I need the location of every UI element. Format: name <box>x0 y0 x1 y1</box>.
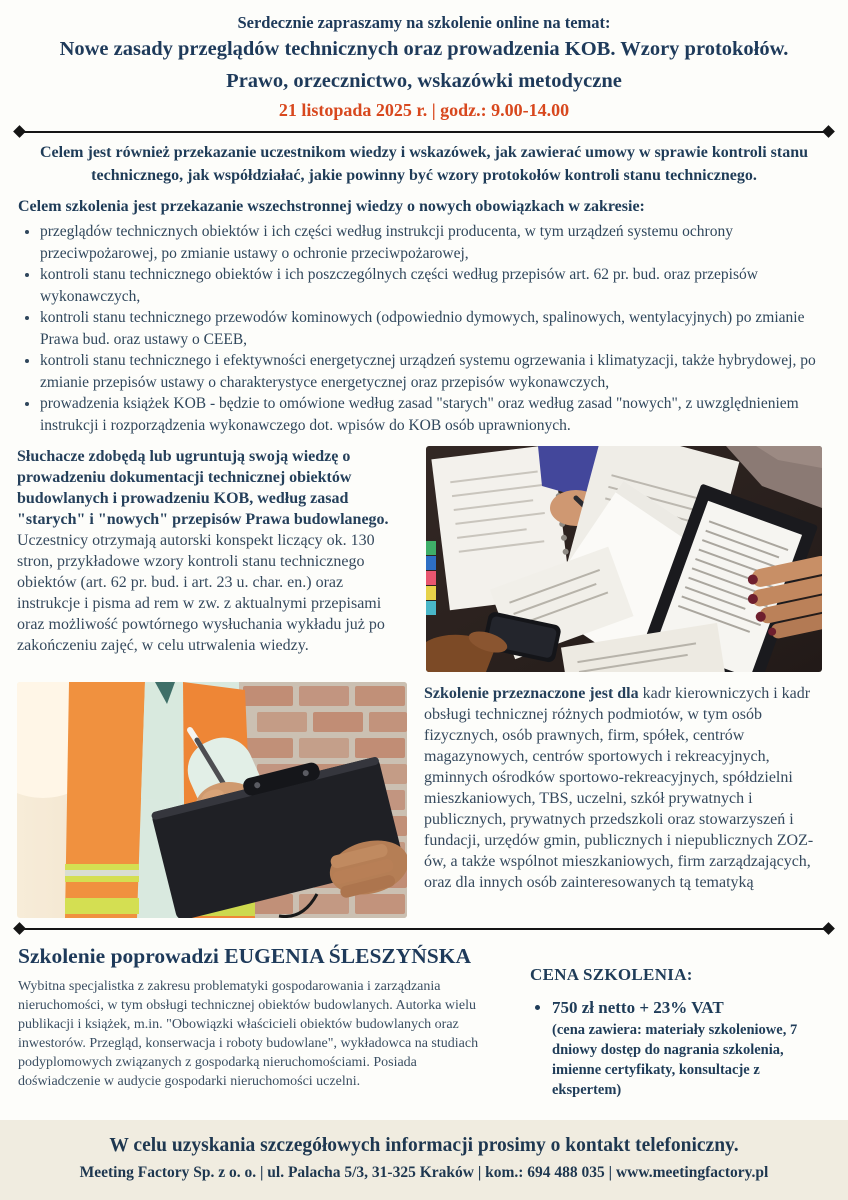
photo-construction-inspector <box>17 682 407 918</box>
scope-bullet: • prowadzenia książek KOB - będzie to omówione według zasad "starych" oraz według zasad "nowych", z uwzględnieniem instrukcji i rozporządzenia wykonawczego dot. wpisów do KOB osób uprawnionych. <box>40 393 828 436</box>
scope-heading: Celem szkolenia jest przekazanie wszechstronnej wiedzy o nowych obowiązkach w zakresie: <box>18 198 645 215</box>
invitation-line: Serdecznie zapraszamy na szkolenie online na temat: <box>237 13 611 32</box>
scope-bullet: • kontroli stanu technicznego obiektów i ich poszczególnych części według przepisów art. 62 pr. bud. oraz przepisów wykonawczych, <box>40 264 828 307</box>
scope-bullet: • kontroli stanu technicznego i efektywności energetycznej urządzeń systemu ogrzewania i klimatyzacji, także hybrydowej, po zmianie przepisów ustawy o charakterystyce energetycznej oraz przepisów wykonawczych, <box>40 350 828 393</box>
divider-bottom <box>16 928 832 930</box>
pricing-block <box>530 938 820 1100</box>
scope-bullet: • kontroli stanu technicznego przewodów kominowych (odpowiednio dymowych, spalinowych, wentylacyjnych) po zmianie Prawa bud. oraz ustawy o CEEB, <box>40 307 828 350</box>
goal-banner: Celem jest również przekazanie uczestnikom wiedzy i wskazówek, jak zawierać umowy w sprawie kontroli stanu technicznego, jak współdziałać, jakie powinny być wzory protokołów kontroli stanu technicznego. <box>39 144 809 184</box>
price-heading: CENA SZKOLENIA: <box>530 965 693 984</box>
footer-contact-message: W celu uzyskania szczegółowych informacji prosimy o kontakt telefoniczny. <box>109 1135 739 1156</box>
benefits-rest: Uczestnicy otrzymają autorski konspekt liczący ok. 130 stron, przykładowe wzory kontroli stanu technicznego obiektów (art. 62 pr. bud. i art. 23 u. char. en.) oraz instrukcje i pisma ad rem w zw. z aktualnymi przepisami oraz możliwość powtórnego wysłuchania wykładu już po zakończeniu zajęć, w celu utrwalenia wiedzy. <box>17 532 385 654</box>
header <box>0 0 848 121</box>
trainer-heading: Szkolenie poprowadzi EUGENIA ŚLESZYŃSKA <box>18 944 472 968</box>
bottom-section <box>18 938 830 1100</box>
price-details: (cena zawiera: materiały szkoleniowe, 7 dniowy dostęp do nagrania szkolenia, imienne certyfikaty, konsultacje z ekspertem) <box>552 1022 798 1098</box>
training-date-time: 21 listopada 2025 r. | godz.: 9.00-14.00 <box>278 100 570 120</box>
scope-bullet: • przeglądów technicznych obiektów i ich części według instrukcji producenta, w tym urządzeń systemu ochrony przeciwpożarowej, po zmianie ustawy o ochronie przeciwpożarowej, <box>40 221 828 264</box>
audience-bold-lead: Szkolenie przeznaczone jest dla <box>424 685 639 702</box>
photo-desk-documents <box>426 446 822 672</box>
footer-contact-bar <box>0 1120 848 1200</box>
training-title-line-2: Prawo, orzecznictwo, wskazówki metodyczne <box>226 70 622 92</box>
price-item <box>552 997 820 1100</box>
scope-bullet-list <box>18 221 828 436</box>
benefits-bold-lead: Słuchacze zdobędą lub ugruntują swoją wiedzę o prowadzeniu dokumentacji technicznej obiektów budowlanych i prowadzeniu KOB, według zasad "starych" i "nowych" przepisów Prawa budowlanego. <box>17 448 389 528</box>
trainer-block <box>18 938 490 1100</box>
price-value: 750 zł netto + 23% VAT <box>552 998 724 1017</box>
divider-top <box>16 131 832 133</box>
audience-rest: kadr kierowniczych i kadr obsługi technicznej różnych podmiotów, w tym osób fizycznych, osób prawnych, firm, spółek, centrów magazynowych, centrów sportowych i rekreacyjnych, gminnych ośrodków sportowo-rekreacyjnych, spółdzielni mieszkaniowych, TBS, uczelni, szkół prywatnych i publicznych, prywatnych przedszkoli oraz stowarzyszeń i fundacji, urzędów gmin, publicznych i niepublicznych ZOZ-ów, a także wspólnot mieszkaniowych, firm zarządzających, oraz dla innych osób zainteresowanych tą tematyką <box>424 685 814 891</box>
row-benefits <box>17 446 831 672</box>
training-title-line-1: Nowe zasady przeglądów technicznych oraz prowadzenia KOB. Wzory protokołów. <box>59 38 789 60</box>
row-audience <box>17 682 831 918</box>
benefits-paragraph <box>17 446 409 672</box>
trainer-bio: Wybitna specjalistka z zakresu problematyki gospodarowania i zarządzania nieruchomości, w tym obsługi technicznej obiektów budowlanych. Autorka wielu publikacji i książek, m.in. "Obowiązki właścicieli obiektów budowlanych oraz inwestorów. Przegląd, konserwacja i roboty budowlane", wykładowca na studiach podyplomowych związanych z gospodarką nieruchomościami. Posiada doświadczenie w audycie gospodarki nieruchomości uczelni. <box>18 979 479 1089</box>
price-list <box>530 997 820 1100</box>
audience-paragraph <box>424 682 831 918</box>
footer-company-contact-line: Meeting Factory Sp. z o. o. | ul. Palacha 5/3, 31-325 Kraków | kom.: 694 488 035 | www.meetingfactory.pl <box>79 1164 769 1181</box>
